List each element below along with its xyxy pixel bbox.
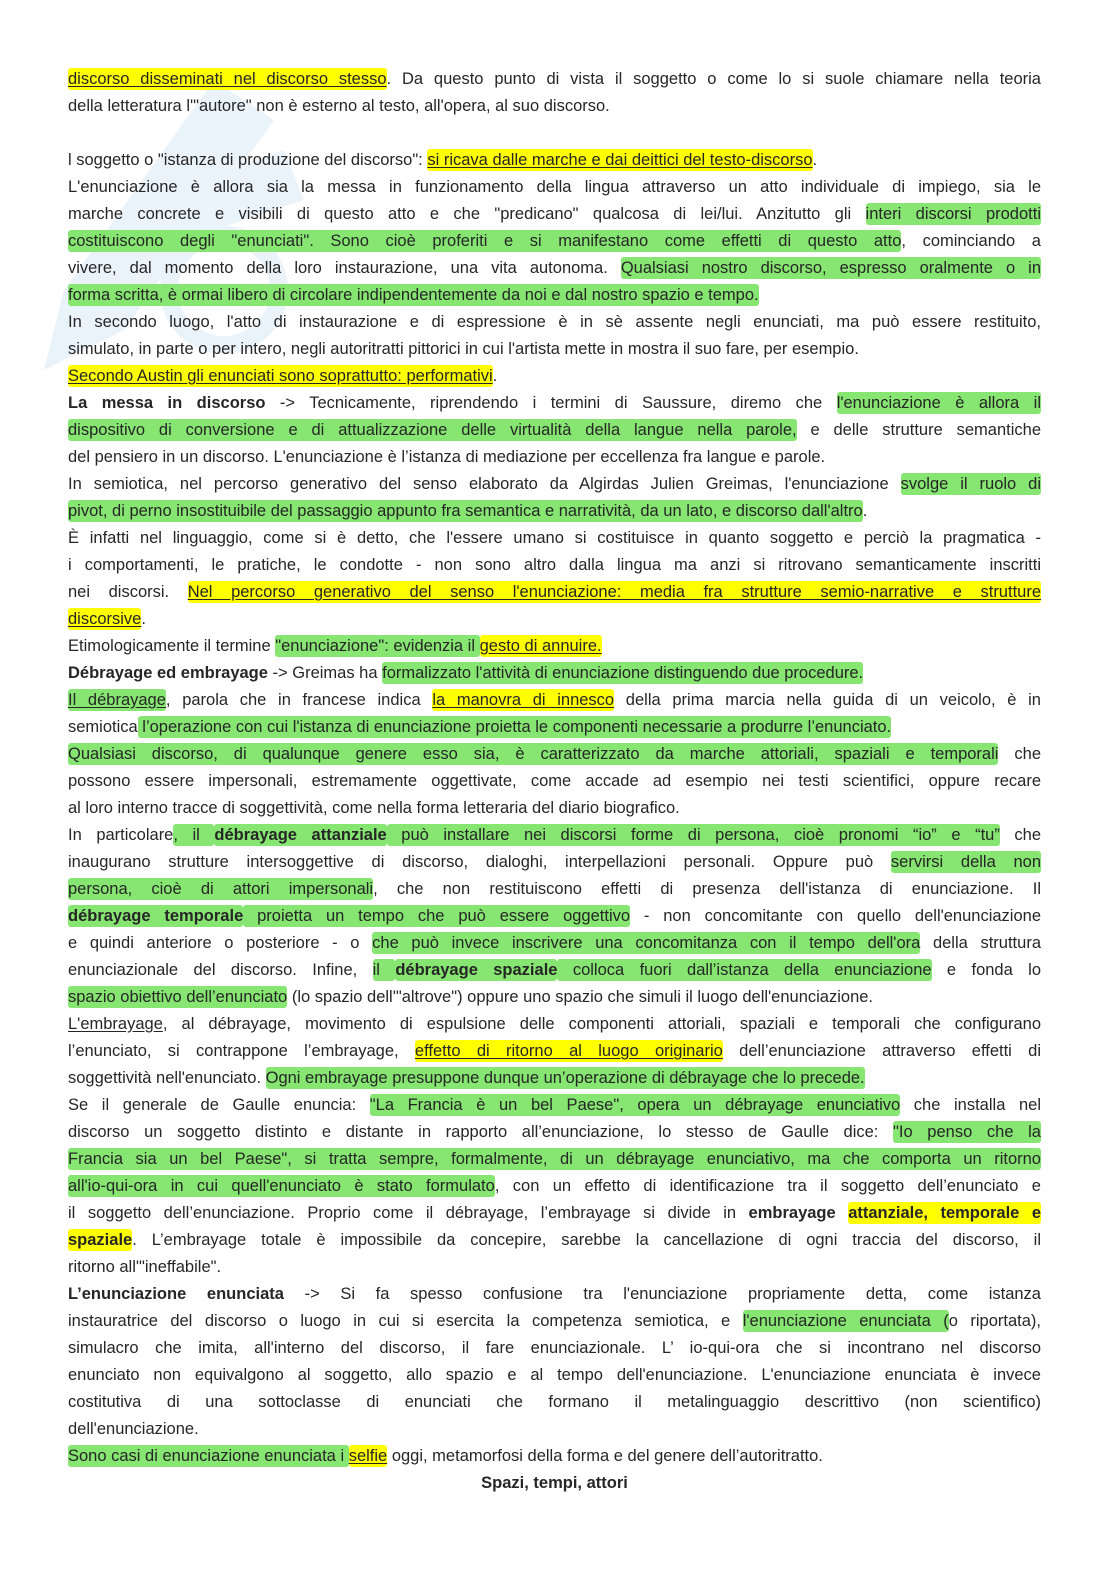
text-line — [68, 795, 1041, 822]
text-segment: enunciato non equivalgono al soggetto, allo spazio e al tempo dell'enunciazione. L'enunciazione enunciata è invece — [68, 1366, 1041, 1384]
text-line — [68, 1362, 1041, 1389]
text-segment: della prima marcia nella guida di un veicolo, è in — [614, 691, 1041, 709]
text-line — [68, 1254, 1041, 1281]
text-line — [68, 390, 1041, 417]
text-segment: dell'enunciazione. — [68, 1420, 199, 1438]
text-segment: dell’enunciazione attraverso effetti di — [722, 1042, 1041, 1060]
text-segment: , cominciando a — [901, 232, 1041, 250]
text-line — [68, 282, 1041, 309]
bold-text: La messa in discorso — [68, 394, 266, 412]
highlight-green: l'enunciazione enunciata ( — [742, 1312, 949, 1330]
text-line — [68, 444, 1041, 471]
blank-line — [68, 120, 1041, 147]
text-line — [68, 93, 1041, 120]
text-segment: che installa nel — [900, 1096, 1041, 1114]
highlight-yellow: effetto di ritorno al luogo originario — [414, 1042, 723, 1060]
text-line — [68, 498, 1041, 525]
highlight-yellow: attanziale, temporale e — [848, 1204, 1042, 1222]
bold-text: Spazi, tempi, attori — [481, 1474, 628, 1492]
text-segment: i comportamenti, le pratiche, le condotte - non sono altro dalla lingua ma anzi si ritrovano semanticamente inscritti — [68, 556, 1041, 574]
text-segment: costitutiva di una sottoclasse di enunciati che formano il metalinguaggio descrittivo (non scientifico) — [68, 1393, 1041, 1411]
text-line — [68, 606, 1041, 633]
text-segment: simulato, in parte o per intero, negli autoritratti pittorici in cui l'artista mette in mostra il suo fare, per esempio. — [68, 340, 859, 358]
text-line — [68, 930, 1041, 957]
text-segment: È infatti nel linguaggio, come si è detto, che l'essere umano si costituisce in quanto soggetto e perciò la pragmatica - — [68, 529, 1041, 547]
text-line — [68, 822, 1041, 849]
highlight-yellow: Nel percorso generativo del senso l'enunciazione: media fra strutture semio-narrative e strutture — [187, 583, 1042, 601]
text-segment: -> Greimas ha — [267, 664, 383, 682]
highlight-green: Ogni embrayage presuppone dunque un’operazione di débrayage che lo precede. — [265, 1069, 865, 1087]
text-segment: , al débrayage, movimento di espulsione delle componenti attoriali, spaziali e temporali che configurano — [162, 1015, 1041, 1033]
text-line — [68, 741, 1041, 768]
text-line — [68, 66, 1041, 93]
highlight-green: costituiscono degli "enunciati". Sono cioè proferiti e si manifestano come effetti di questo atto — [68, 232, 902, 250]
text-segment: . — [862, 502, 868, 520]
text-segment: l’enunciato, si contrappone l’embrayage, — [68, 1042, 415, 1060]
text-segment: soggettività nell'enunciato. — [68, 1069, 266, 1087]
text-line — [68, 1416, 1041, 1443]
highlight-green: , il — [173, 826, 215, 844]
text-segment: -> Si fa spesso confusione tra l'enunciazione propriamente detta, come istanza — [283, 1285, 1041, 1303]
text-segment: ritorno all'"ineffabile". — [68, 1258, 222, 1276]
text-segment: . — [492, 367, 498, 385]
text-segment: Se il generale de Gaulle enuncia: — [68, 1096, 370, 1114]
highlight-green: persona, cioè di attori impersonali — [68, 880, 374, 898]
highlight-green: Qualsiasi discorso, di qualunque genere esso sia, è caratterizzato da marche attoriali, spaziali e temporali — [68, 745, 999, 763]
text-segment: - non concomitante con quello dell'enunciazione — [630, 907, 1042, 925]
text-segment: In secondo luogo, l'atto di instaurazione e di espressione è in sè assente negli enunciati, ma può essere restituito, — [68, 313, 1041, 331]
text-line — [68, 768, 1041, 795]
text-segment: In particolare — [68, 826, 174, 844]
highlight-green: formalizzato l'attività di enunciazione distinguendo due procedure. — [382, 664, 864, 682]
highlight-green: "Io penso che la — [893, 1123, 1041, 1141]
text-line — [68, 1065, 1041, 1092]
text-segment: (lo spazio dell'"altrove") oppure uno spazio che simuli il luogo dell'enunciazione. — [287, 988, 874, 1006]
highlight-green: l’operazione con cui l'istanza di enunciazione proietta le componenti necessarie a produrre l’enunciato. — [137, 718, 892, 736]
text-line — [68, 1227, 1041, 1254]
text-segment: inaugurano strutture intersoggettive di discorso, dialoghi, interpellazioni personali. Oppure può — [68, 853, 891, 871]
text-segment: enunciazionale del discorso. Infine, — [68, 961, 373, 979]
text-line — [68, 1038, 1041, 1065]
text-line — [68, 1335, 1041, 1362]
highlight-green: débrayage attanziale — [214, 826, 387, 844]
text-line — [68, 660, 1041, 687]
highlight-green: Sono casi di enunciazione enunciata i — [68, 1447, 349, 1465]
highlight-green: l'enunciazione è allora il — [836, 394, 1041, 412]
highlight-green: Francia sia un bel Paese", si tratta sempre, formalmente, di un débrayage enunciativo, ma che comporta un ritorno — [68, 1150, 1041, 1168]
text-segment: che — [999, 826, 1042, 844]
highlight-green: pivot, di perno insostituibile del passaggio appunto fra semantica e narratività, da un lato, e discorso dall'altro — [68, 502, 863, 520]
text-line — [68, 336, 1041, 363]
text-line — [68, 309, 1041, 336]
text-line — [68, 417, 1041, 444]
text-line — [68, 255, 1041, 282]
text-segment: possono essere impersonali, estremamente oggettivate, come accade ad esempio nei testi scientifici, oppure recare — [68, 772, 1041, 790]
text-line — [68, 714, 1041, 741]
text-line — [68, 957, 1041, 984]
highlight-green: servirsi della non — [890, 853, 1041, 871]
text-segment: simulacro che imita, all'interno del discorso, il fare enunciazionale. L’ io-qui-ora che si incontrano nel discorso — [68, 1339, 1041, 1357]
highlight-green: il — [372, 961, 396, 979]
text-segment: nei discorsi. — [68, 583, 188, 601]
text-segment: o riportata), — [948, 1312, 1041, 1330]
highlight-yellow: discorso disseminati nel discorso stesso — [68, 70, 387, 88]
text-segment: Etimologicamente il termine — [68, 637, 276, 655]
text-line — [68, 1119, 1041, 1146]
highlight-green: débrayage spaziale — [395, 961, 558, 979]
text-line — [68, 228, 1041, 255]
text-segment: L'enunciazione è allora sia la messa in funzionamento della lingua attraverso un atto individuale di impiego, sia le — [68, 178, 1041, 196]
bold-text: embrayage — [748, 1204, 849, 1222]
text-segment: marche concrete e visibili di questo atto e che "predicano" qualcosa di lei/lui. Anzitutto gli — [68, 205, 866, 223]
text-segment: vivere, dal momento della loro instaurazione, una vita autonoma. — [68, 259, 621, 277]
highlight-green: Il débrayage — [68, 691, 166, 709]
text-line — [68, 984, 1041, 1011]
text-line — [68, 903, 1041, 930]
text-line — [68, 1146, 1041, 1173]
text-line — [68, 876, 1041, 903]
text-segment: discorso un soggetto distinto e distante in rapporto all’enunciazione, lo stesso de Gaulle dice: — [68, 1123, 894, 1141]
document-body — [68, 66, 1041, 1497]
text-line — [68, 363, 1041, 390]
text-segment: . L’embrayage totale è impossibile da concepire, sarebbe la cancellazione di ogni traccia del discorso, il — [132, 1231, 1041, 1249]
highlight-green: proietta un tempo che può essere oggettivo — [243, 907, 631, 925]
text-segment: della struttura — [920, 934, 1041, 952]
text-segment: l soggetto o "istanza di produzione del discorso": — [68, 151, 428, 169]
highlight-yellow: Secondo Austin gli enunciati sono soprattutto: performativi — [68, 367, 493, 385]
text-segment: e fonda lo — [931, 961, 1041, 979]
text-segment: -> Tecnicamente, riprendendo i termini di Saussure, diremo che — [265, 394, 837, 412]
highlight-yellow: si ricava dalle marche e dai deittici del testo-discorso — [427, 151, 813, 169]
highlight-green: "enunciazione": evidenzia il — [275, 637, 480, 655]
text-segment: , che non restituiscono effetti di presenza dell'istanza di enunciazione. Il — [373, 880, 1041, 898]
text-line — [68, 1173, 1041, 1200]
highlight-yellow: discorsive — [68, 610, 142, 628]
text-line — [68, 1281, 1041, 1308]
text-segment: e quindi anteriore o posteriore - o — [68, 934, 373, 952]
text-line — [68, 1443, 1041, 1470]
text-segment: che — [998, 745, 1041, 763]
highlight-green: "La Francia è un bel Paese", opera un débrayage enunciativo — [369, 1096, 901, 1114]
bold-text: L’enunciazione enunciata — [68, 1285, 284, 1303]
highlight-yellow: selfie — [348, 1447, 388, 1465]
text-segment: . — [812, 151, 818, 169]
text-segment: del pensiero in un discorso. L'enunciazione è l’istanza di mediazione per eccellenza fra langue e parole. — [68, 448, 826, 466]
highlight-green: dispositivo di conversione e di attualizzazione delle virtualità della langue nella parole, — [68, 421, 797, 439]
highlight-green: può installare nei discorsi forme di persona, cioè pronomi “io” e “tu” — [386, 826, 1000, 844]
text-line — [68, 687, 1041, 714]
text-segment: instauratrice del discorso o luogo in cui si esercita la competenza semiotica, e — [68, 1312, 743, 1330]
highlight-green: spazio obiettivo dell’enunciato — [68, 988, 288, 1006]
text-segment: e delle strutture semantiche — [796, 421, 1042, 439]
text-line — [68, 1389, 1041, 1416]
text-line — [68, 1200, 1041, 1227]
section-heading — [68, 1470, 1041, 1497]
highlight-green: forma scritta, è ormai libero di circolare indipendentemente da noi e dal nostro spazio e tempo. — [68, 286, 759, 304]
text-line — [68, 1308, 1041, 1335]
highlight-green: che può invece inscrivere una concomitanza con il tempo dell'ora — [372, 934, 921, 952]
text-segment: il soggetto dell’enunciazione. Proprio come il débrayage, l’embrayage si divide in — [68, 1204, 749, 1222]
text-segment: della letteratura l'"autore" non è esterno al testo, all'opera, al suo discorso. — [68, 97, 610, 115]
highlight-green: colloca fuori dall’istanza della enunciazione — [557, 961, 932, 979]
text-segment: , con un effetto di identificazione tra il soggetto dell’enunciato e — [494, 1177, 1041, 1195]
text-segment: oggi, metamorfosi della forma e del genere dell’autoritratto. — [387, 1447, 823, 1465]
highlight-green: all'io-qui-ora in cui quell'enunciato è stato formulato — [68, 1177, 495, 1195]
text-line — [68, 1092, 1041, 1119]
text-segment: In semiotica, nel percorso generativo del senso elaborato da Algirdas Julien Greimas, l'enunciazione — [68, 475, 901, 493]
text-line — [68, 633, 1041, 660]
text-line — [68, 849, 1041, 876]
text-line — [68, 201, 1041, 228]
underlined-text: L'embrayage — [68, 1015, 163, 1033]
text-segment: , parola che in francese indica — [165, 691, 433, 709]
text-line — [68, 147, 1041, 174]
text-segment: semiotica — [68, 718, 138, 736]
text-line — [68, 552, 1041, 579]
highlight-green: débrayage temporale — [68, 907, 244, 925]
text-line — [68, 579, 1041, 606]
bold-text: Débrayage ed embrayage — [68, 664, 268, 682]
highlight-yellow: la manovra di innesco — [432, 691, 615, 709]
highlight-yellow: spaziale — [68, 1231, 133, 1249]
text-line — [68, 1011, 1041, 1038]
text-line — [68, 174, 1041, 201]
highlight-green: svolge il ruolo di — [900, 475, 1042, 493]
text-segment: al loro interno tracce di soggettività, come nella forma letteraria del diario biografico. — [68, 799, 680, 817]
highlight-green: Qualsiasi nostro discorso, espresso oralmente o in — [620, 259, 1042, 277]
text-line — [68, 471, 1041, 498]
text-segment: . — [141, 610, 146, 628]
text-segment: . Da questo punto di vista il soggetto o come lo si suole chiamare nella teoria — [386, 70, 1041, 88]
text-line — [68, 525, 1041, 552]
highlight-green: interi discorsi prodotti — [865, 205, 1041, 223]
highlight-yellow: gesto di annuire. — [479, 637, 602, 655]
